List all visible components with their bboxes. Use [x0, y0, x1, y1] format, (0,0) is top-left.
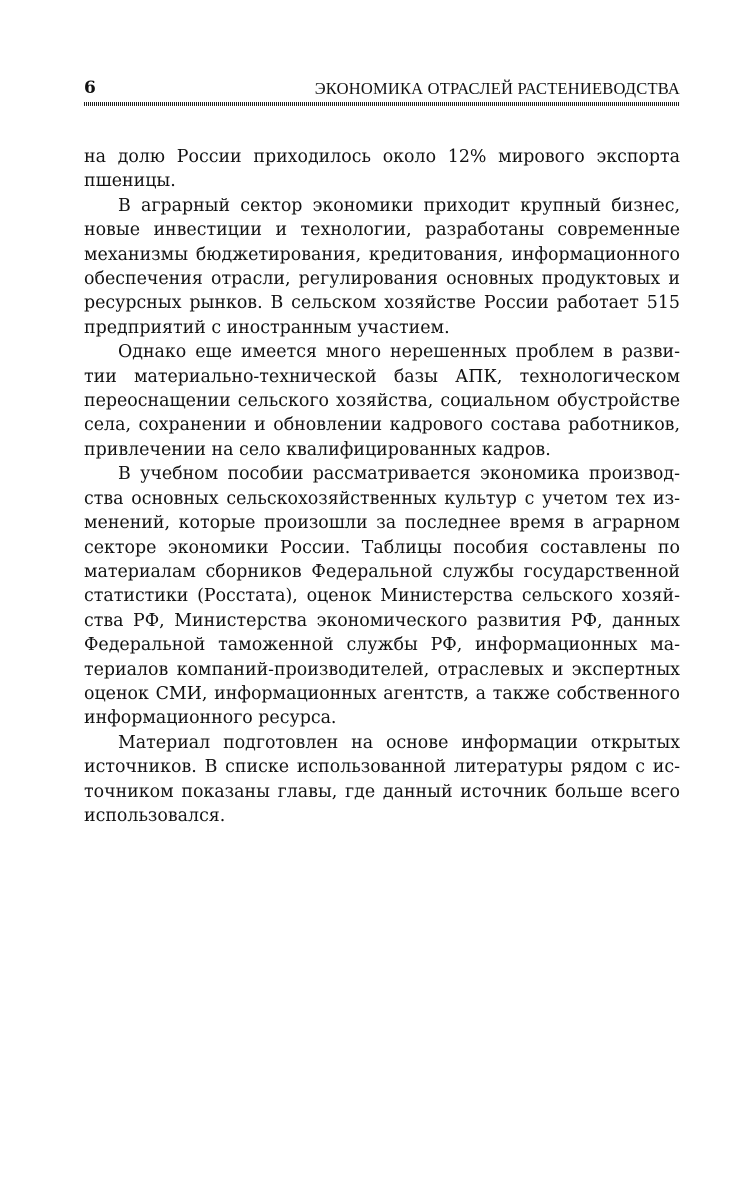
running-title: ЭКОНОМИКА ОТРАСЛЕЙ РАСТЕНИЕВОДСТВА [314, 79, 680, 98]
paragraph: В аграрный сектор экономики приходит крупный бизнес, новые инвестиции и технологии, разработаны современные механизмы бюджетирования, кредитования, информационного обеспечения отрасли, регулирования основных продуктовых и ресурсных рынков. В сельском хозяйстве России работает 515 предприятий с иностранным участием. [84, 195, 680, 338]
paragraph: Однако еще имеется много нерешенных проблем в развитии материально-технической базы АПК, технологическом переоснащении сельского хозяйства, социальном обустройстве села, сохранении и обновлении кадрового состава работников, привлечении на село квалифицированных кадров. [84, 342, 680, 460]
page-number: 6 [84, 78, 96, 98]
body-text [84, 145, 680, 828]
paragraph: на долю России приходилось около 12% мирового экспорта пшеницы. [84, 147, 680, 192]
paragraph: Материал подготовлен на основе информации открытых источников. В списке использованной литературы рядом с источником показаны главы, где данный источник больше всего использовался. [84, 732, 680, 826]
paragraph: В учебном пособии рассматривается экономика производства основных сельскохозяйственных культур с учетом тех изменений, которые произошли за последнее время в аграрном секторе экономики России. Таблицы пособия составлены по материалам сборников Федеральной службы государственной статистики (Росстата), оценок Министерства сельского хозяйства РФ, Министерства экономического развития РФ, данных Федеральной таможенной службы РФ, информационных материалов компаний-производителей, отраслевых и экспертных оценок СМИ, информационных агентств, а также собственного информационного ресурса. [84, 464, 680, 729]
page-header [84, 78, 680, 100]
header-rule [84, 102, 680, 106]
